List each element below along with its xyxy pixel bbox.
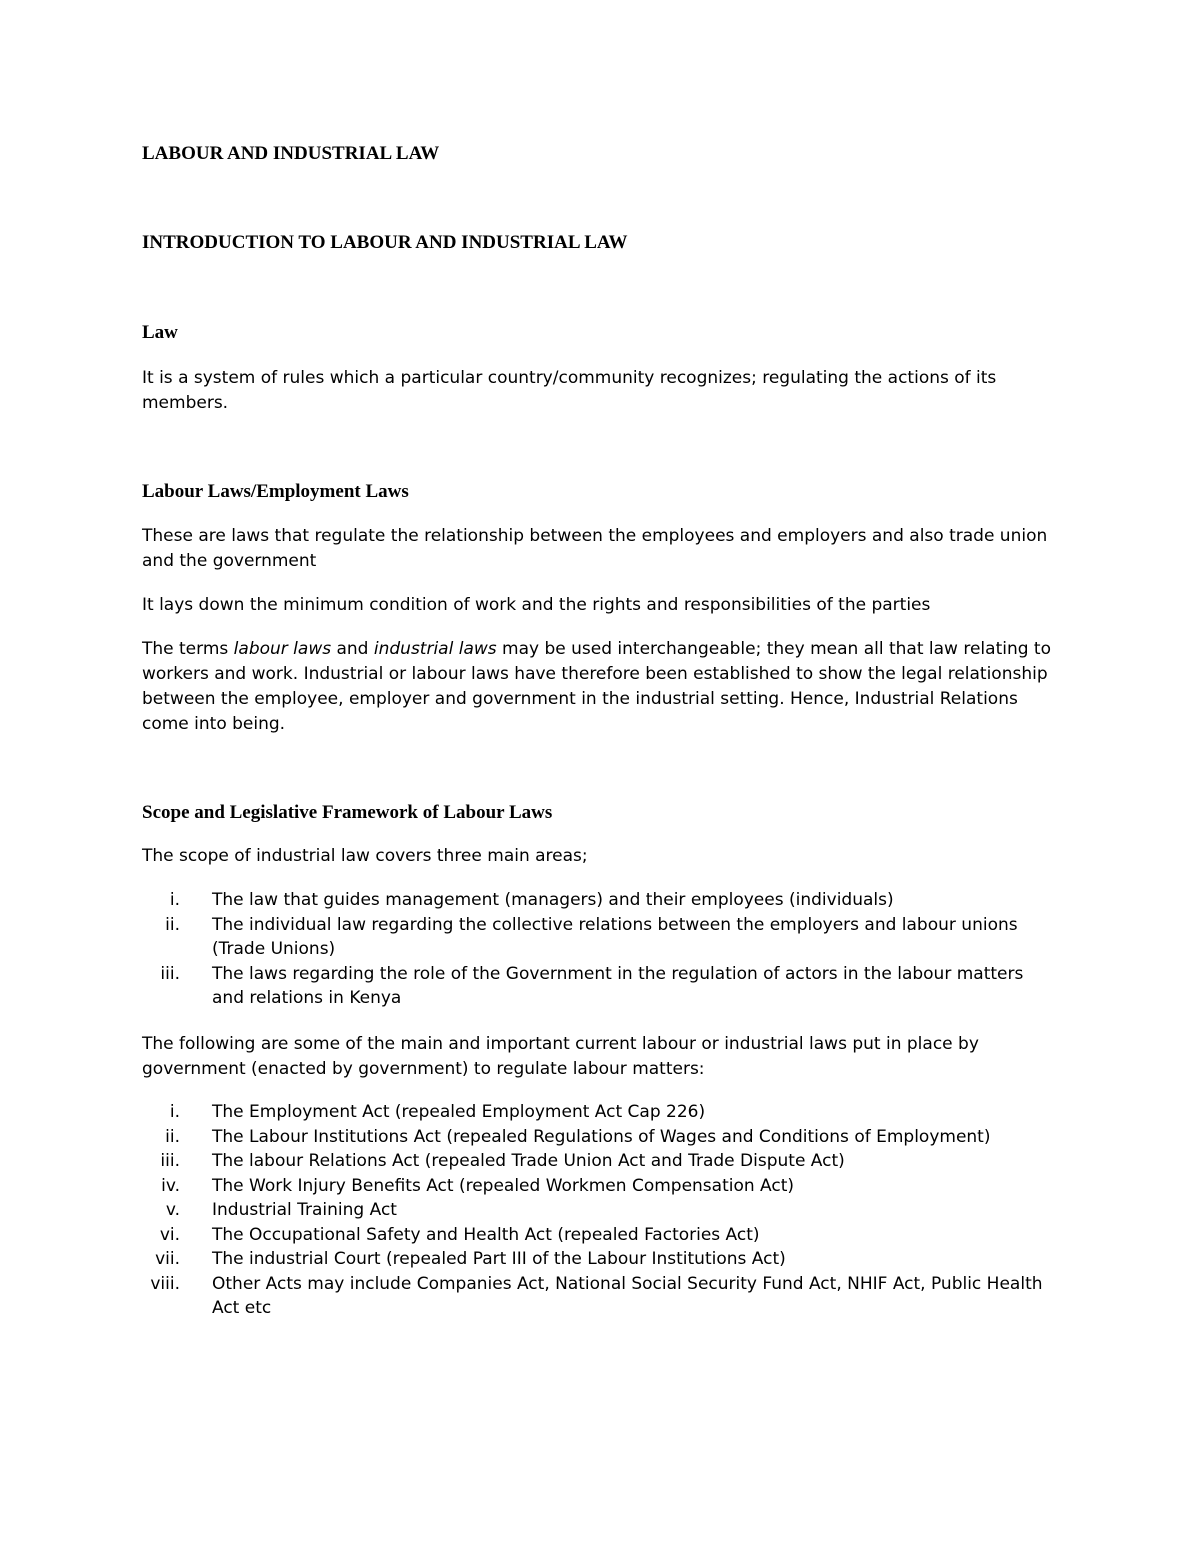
document-title: LABOUR AND INDUSTRIAL LAW xyxy=(142,143,440,164)
labour-laws-paragraph-2: It lays down the minimum condition of work and the rights and responsibilities of the parties xyxy=(142,595,931,615)
list-item-text: Industrial Training Act xyxy=(212,1200,397,1220)
list-item-number: iv. xyxy=(161,1175,180,1196)
list-item xyxy=(120,1198,1070,1223)
list-item-number: ii. xyxy=(165,914,180,935)
labour-laws-paragraph-3 xyxy=(142,637,1067,737)
list-item-text: The laws regarding the role of the Government in the regulation of actors in the labour matters and relations in Kenya xyxy=(212,963,1024,1008)
list-item-text: The Labour Institutions Act (repealed Regulations of Wages and Conditions of Employment) xyxy=(212,1126,991,1147)
list-item-number: v. xyxy=(165,1200,180,1220)
list-item xyxy=(120,1174,1070,1199)
labour-laws-heading: Labour Laws/Employment Laws xyxy=(142,481,409,502)
p3-mid: and xyxy=(331,639,374,659)
list-item-text: The industrial Court (repealed Part III of the Labour Institutions Act) xyxy=(212,1249,786,1269)
list-item-text: The individual law regarding the collective relations between the employers and labour unions (Trade Unions) xyxy=(212,914,1018,959)
list-item-number: vii. xyxy=(155,1249,180,1269)
list-item-text: Other Acts may include Companies Act, National Social Security Fund Act, NHIF Act, Public Health Act etc xyxy=(212,1273,1043,1318)
scope-intro: The scope of industrial law covers three main areas; xyxy=(142,846,588,866)
term-industrial-laws: industrial laws xyxy=(373,639,497,659)
list-item xyxy=(120,1247,1070,1272)
list-item xyxy=(120,1149,1070,1174)
scope-heading: Scope and Legislative Framework of Labour Laws xyxy=(142,802,553,823)
list-item-number: vi. xyxy=(159,1224,180,1245)
p3-prefix: The terms xyxy=(142,639,234,659)
acts-intro: The following are some of the main and important current labour or industrial laws put in place by government (enacted by government) to regulate labour matters: xyxy=(142,1034,979,1079)
list-item xyxy=(120,1100,1070,1125)
p3-rest: may be used interchangeable; they mean all that law relating to workers and work. Industrial or labour laws have therefore been established to show the legal relationship between the employee, employer and government in the industrial setting. Hence, Industrial Relations come into being. xyxy=(142,639,1051,734)
acts-list xyxy=(120,1100,1070,1321)
list-item-number: i. xyxy=(169,1102,180,1122)
list-item-number: ii. xyxy=(165,1126,180,1147)
law-heading: Law xyxy=(142,322,178,343)
list-item xyxy=(120,1223,1070,1248)
list-item-text: The Occupational Safety and Health Act (repealed Factories Act) xyxy=(212,1224,760,1245)
term-labour-laws: labour laws xyxy=(233,639,332,659)
list-item-number: iii. xyxy=(160,1151,180,1171)
list-item xyxy=(120,1125,1070,1150)
list-item xyxy=(120,913,1070,962)
list-item-number: viii. xyxy=(150,1273,180,1294)
list-item-number: i. xyxy=(169,890,180,910)
labour-laws-paragraph-1: These are laws that regulate the relationship between the employees and employers and also trade union and the government xyxy=(142,526,1048,571)
list-item xyxy=(120,1272,1070,1321)
list-item-number: iii. xyxy=(160,963,180,984)
list-item-text: The labour Relations Act (repealed Trade Union Act and Trade Dispute Act) xyxy=(212,1151,845,1171)
list-item-text: The law that guides management (managers) and their employees (individuals) xyxy=(212,890,894,910)
list-item-text: The Work Injury Benefits Act (repealed Workmen Compensation Act) xyxy=(212,1175,795,1196)
law-definition: It is a system of rules which a particular country/community recognizes; regulating the actions of its members. xyxy=(142,368,997,413)
list-item-text: The Employment Act (repealed Employment Act Cap 226) xyxy=(212,1102,706,1122)
scope-areas-list xyxy=(120,888,1070,1011)
list-item xyxy=(120,962,1070,1011)
document-subtitle: INTRODUCTION TO LABOUR AND INDUSTRIAL LAW xyxy=(142,232,628,253)
list-item xyxy=(120,888,1070,913)
